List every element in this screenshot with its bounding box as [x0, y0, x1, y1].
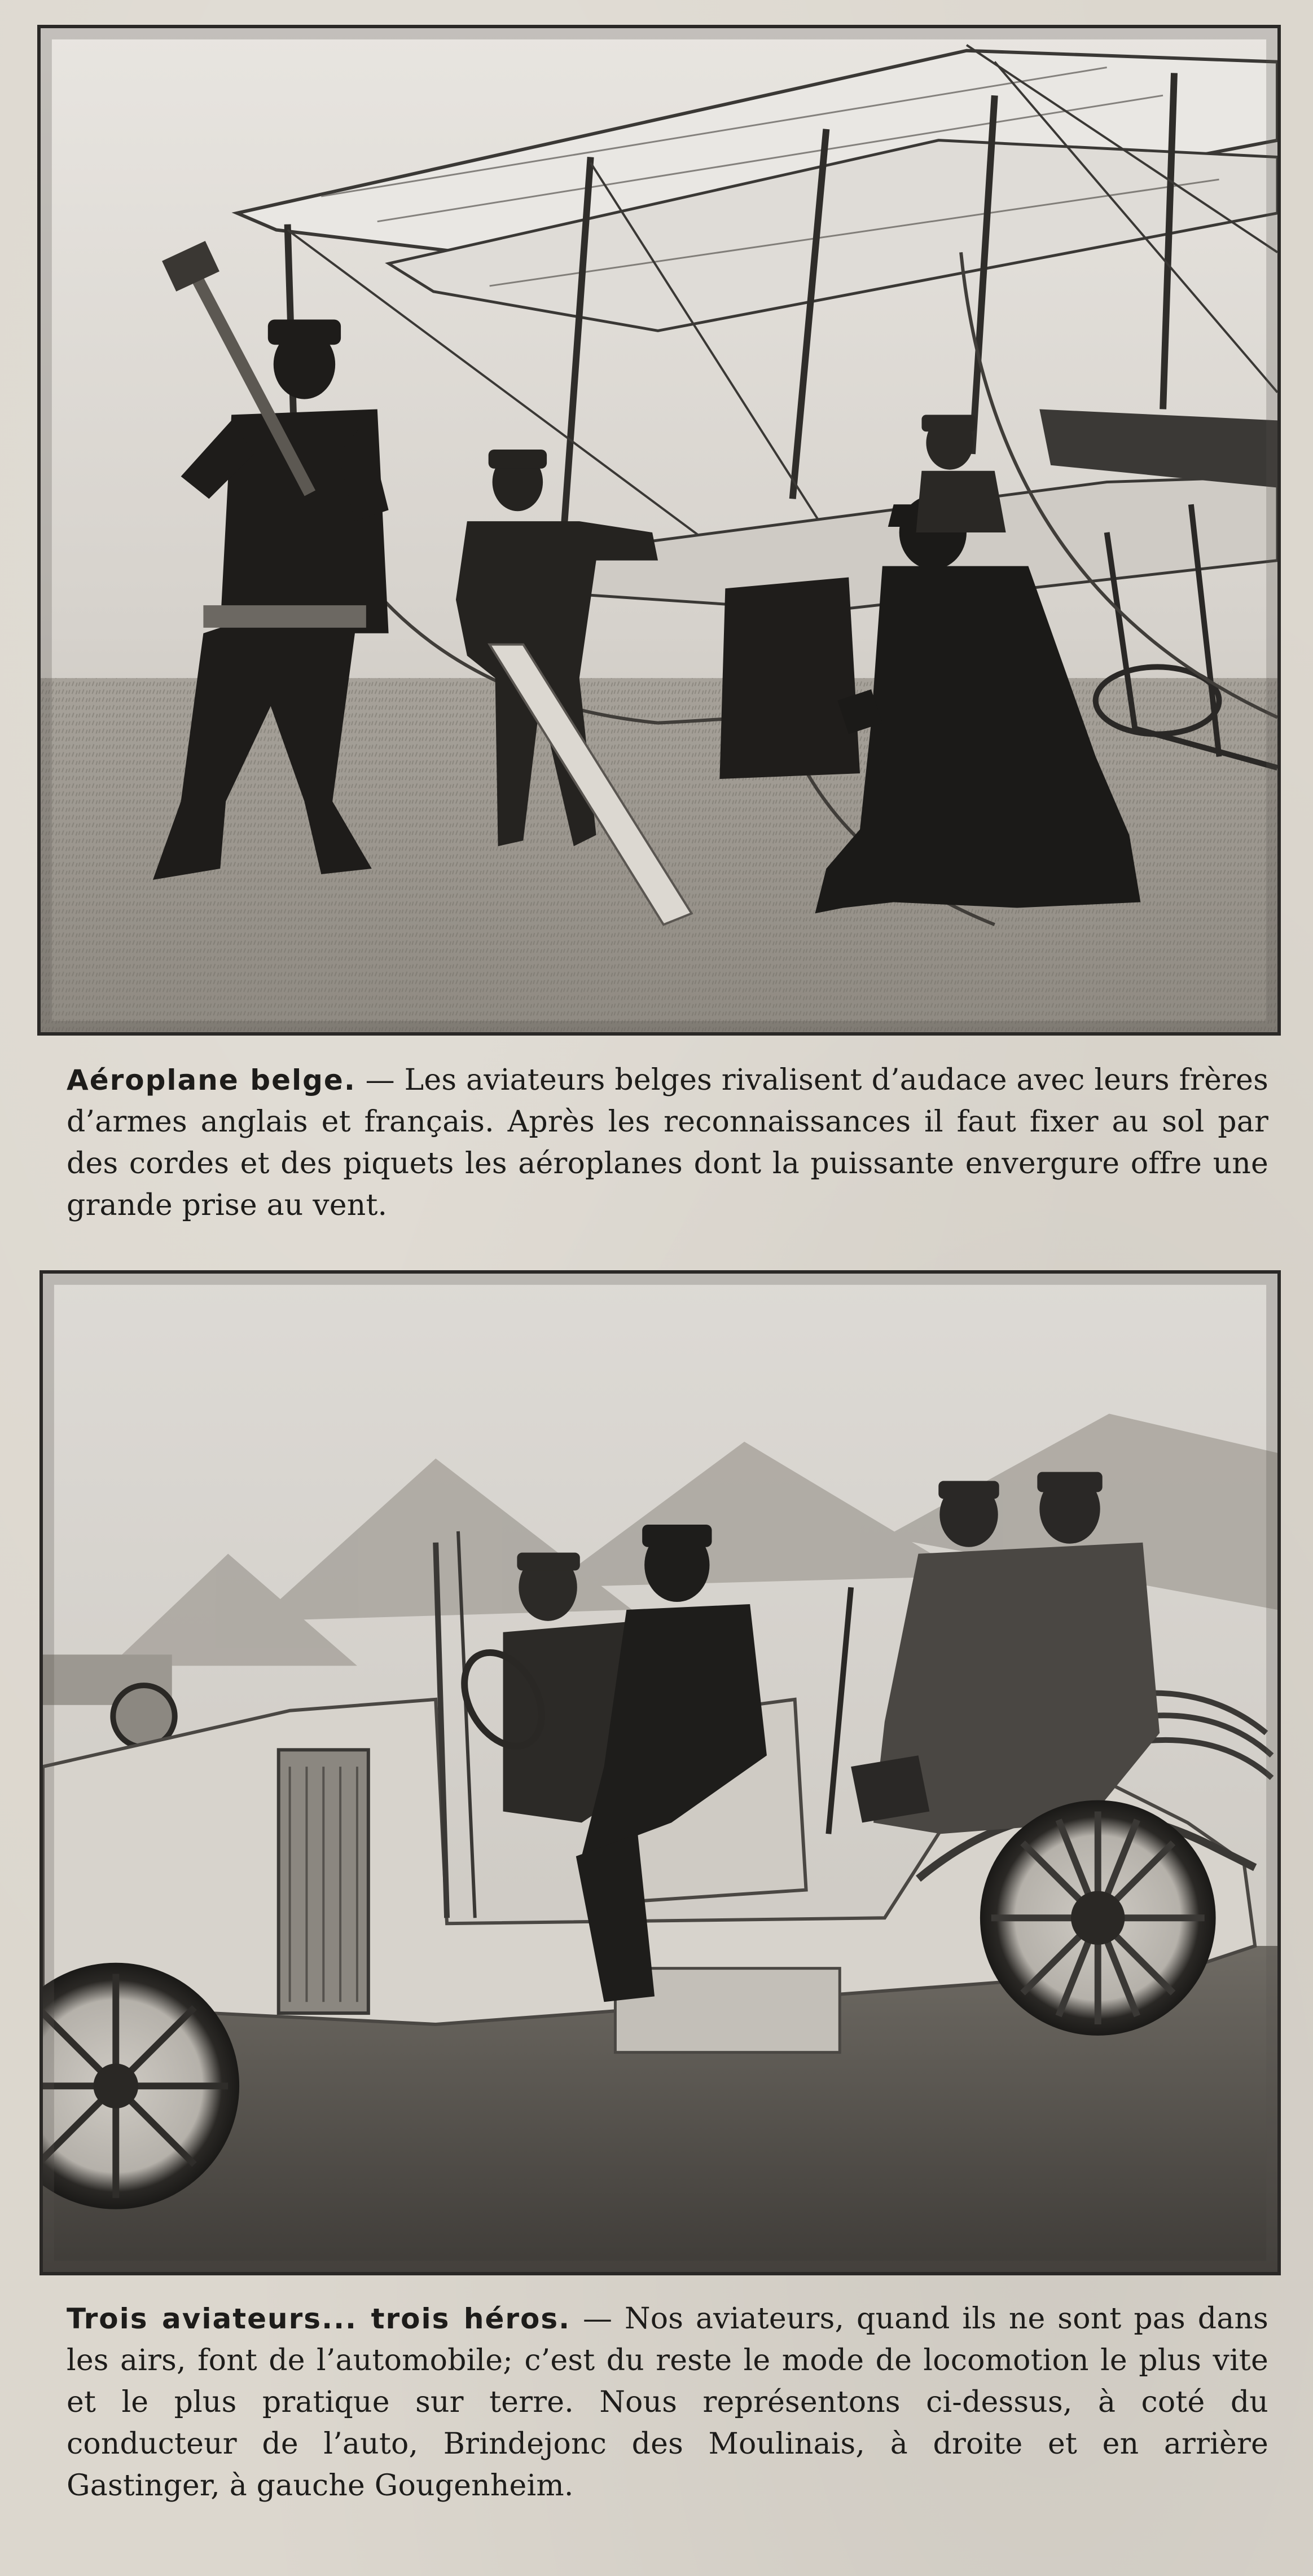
caption-title: Trois aviateurs... trois héros.	[67, 2302, 571, 2335]
automobile-photo-illustration	[43, 1274, 1277, 2272]
biplane-photo-illustration	[41, 28, 1277, 1032]
caption-text: — Les aviateurs belges rivalisent d’audace avec leurs frères d’armes anglais et français. Après les reconnaissances il faut fixer au sol par des cordes et des piquets les aéroplanes dont la puissante envergure offre une grande prise au vent.	[67, 1063, 1268, 1222]
photo-trois-aviateurs	[39, 1270, 1281, 2275]
caption-text: — Nos aviateurs, quand ils ne sont pas dans les airs, font de l’automobile; c’est du reste le mode de locomotion le plus vite et le plus pratique sur terre. Nous représentons ci-dessus, à coté du conducteur de l’auto, Brindejonc des Moulinais, à droite et en arrière Gastinger, à gauche Gougenheim.	[67, 2302, 1268, 2503]
caption-title: Aéroplane belge.	[67, 1064, 356, 1097]
caption-aeroplane-belge	[67, 1059, 1268, 1226]
photo-aeroplane-belge	[37, 25, 1281, 1036]
caption-trois-aviateurs	[67, 2298, 1268, 2507]
